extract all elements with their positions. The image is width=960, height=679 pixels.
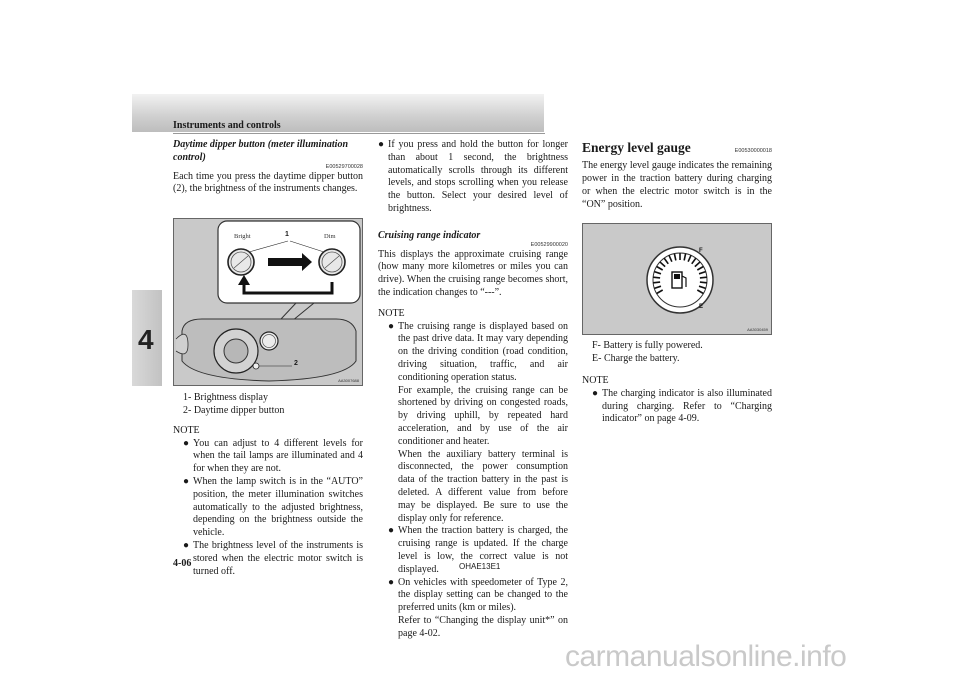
figure-id: AA3007688 bbox=[338, 378, 359, 384]
figure-energy-gauge bbox=[582, 223, 772, 335]
instrument-illustration bbox=[174, 219, 363, 386]
gauge-segment bbox=[653, 283, 660, 284]
note-item: ● The cruising range is displayed based on the past drive data. It may vary depending on the driving condition (road condition, driving situation, traffic, and air conditioning operation status. bbox=[388, 320, 568, 383]
label-empty: E bbox=[699, 304, 704, 311]
legend-item: 2- Daytime dipper button bbox=[183, 405, 285, 417]
bullet-icon: ● bbox=[388, 576, 395, 588]
page-number: 4-06 bbox=[173, 558, 192, 569]
document-code: OHAE13E1 bbox=[459, 562, 501, 571]
figure-id: AA3030459 bbox=[747, 327, 768, 333]
note-list bbox=[183, 438, 363, 579]
section-code: E00529900020 bbox=[530, 241, 568, 248]
bullet-icon: ● bbox=[388, 320, 395, 332]
note-item: ● On vehicles with speedometer of Type 2, the display setting can be changed to the preferred units (km or miles). bbox=[388, 576, 568, 614]
note-item: When the auxiliary battery terminal is disconnected, the power consumption data of the traction battery in the past is deleted. A different value from before may be displayed. Be sure to use the display only for reference. bbox=[398, 448, 568, 524]
note-label: NOTE bbox=[173, 424, 200, 436]
gauge-segment bbox=[700, 278, 707, 279]
energy-gauge-illustration bbox=[583, 224, 772, 335]
note-list bbox=[388, 321, 568, 641]
section-code: E00530000018 bbox=[734, 148, 772, 155]
note-list bbox=[592, 388, 772, 426]
label-dim: Dim bbox=[324, 233, 336, 241]
chapter-tab-number: 4 bbox=[138, 324, 154, 355]
note-label: NOTE bbox=[378, 307, 405, 319]
bullet-icon: ● bbox=[592, 387, 599, 399]
bullet-icon: ● bbox=[183, 476, 190, 487]
intro-paragraph: The energy level gauge indicates the remaining power in the traction battery during charging or when the electric motor switch is in the “ON” position. bbox=[582, 160, 772, 210]
section-title-daytime-dipper: Daytime dipper button (meter illumination control) bbox=[173, 139, 349, 163]
note-item: For example, the cruising range can be shortened by driving on congested roads, by driving uphill, by repeated hard acceleration, and by use of the air conditioner and heater. bbox=[398, 384, 568, 447]
continued-note-list bbox=[378, 139, 568, 216]
label-full: F bbox=[699, 248, 703, 255]
figure-brightness bbox=[173, 218, 363, 386]
figure-legend bbox=[183, 392, 363, 418]
legend-item: 1- Brightness display bbox=[183, 392, 268, 404]
note-item: ● The brightness level of the instruments is stored when the electric motor switch is turned off. bbox=[183, 539, 363, 577]
bullet-icon: ● bbox=[378, 139, 385, 150]
legend-item: E- Charge the battery. bbox=[592, 353, 680, 365]
section-title-energy-gauge: Energy level gauge bbox=[582, 140, 691, 155]
note-item: Refer to “Changing the display unit*” on page 4-02. bbox=[398, 614, 568, 639]
column-energy-gauge bbox=[582, 139, 772, 426]
bullet-icon: ● bbox=[388, 525, 395, 537]
note-item: ● You can adjust to 4 different levels for when the tail lamps are illuminated and 4 for when they are not. bbox=[183, 437, 363, 475]
label-bright: Bright bbox=[234, 233, 251, 241]
column-daytime-dipper bbox=[173, 139, 363, 578]
note-item: ● When the traction battery is charged, the cruising range is updated. If the charge level is low, the correct value is not displayed. bbox=[388, 525, 568, 575]
section-code: E00529700028 bbox=[325, 163, 363, 170]
header-rule bbox=[173, 133, 545, 134]
gauge-segment bbox=[700, 283, 707, 284]
callout-1: 1 bbox=[285, 231, 289, 239]
note-item: ● The charging indicator is also illuminated during charging. Refer to “Charging indicator” on page 4-09. bbox=[592, 387, 772, 425]
watermark: carmanualsonline.info bbox=[565, 640, 847, 673]
note-item: ● When the lamp switch is in the “AUTO” position, the meter illumination switches automatically to the adjusted brightness, depending on the brightness outside the vehicle. bbox=[183, 476, 363, 539]
section-header-title: Instruments and controls bbox=[173, 120, 281, 131]
bullet-icon: ● bbox=[183, 437, 190, 449]
legend-item: F- Battery is fully powered. bbox=[592, 340, 703, 352]
gauge-segment bbox=[653, 278, 660, 279]
figure-legend bbox=[592, 340, 772, 366]
intro-paragraph: This displays the approximate cruising range (how many more kilometres or miles you can drive). When the cruising range becomes short, the indication changes to “---”. bbox=[378, 248, 568, 298]
bullet-icon: ● bbox=[183, 539, 190, 551]
intro-paragraph: Each time you press the daytime dipper button (2), the brightness of the instruments changes. bbox=[173, 170, 363, 195]
callout-2: 2 bbox=[294, 360, 298, 368]
note-label: NOTE bbox=[582, 375, 609, 387]
note-item: ● If you press and hold the button for longer than about 1 second, the brightness automatically scrolls through its different levels, and stops scrolling when you release the button. Select your desired level of brightness. bbox=[378, 139, 568, 214]
section-title-cruising-range: Cruising range indicator bbox=[378, 229, 481, 241]
